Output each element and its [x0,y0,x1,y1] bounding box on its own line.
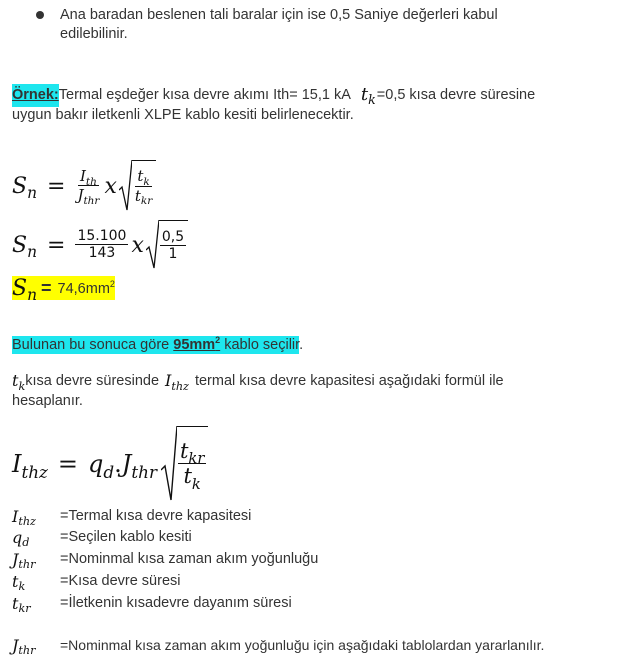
legend-row-ithz [12,505,251,527]
tk-symbol: $t_k$ [12,371,26,393]
times-sign: x [104,173,117,199]
equals-sign: = [41,277,52,298]
capacity-text-post: termal kısa devre kapasitesi aşağıdaki formül ile [194,373,504,389]
capacity-text-mid: kısa devre süresinde [25,373,160,389]
ithz-symbol: $I_{thz}$ [165,371,189,393]
conclusion-highlight: Bulunan bu sonuca göre $95mm^2$ kablo seçilir [12,335,300,353]
example-line-2: uygun bakır iletkenli XLPE kablo kesiti belirlenecektir. [12,107,354,123]
capacity-paragraph [12,371,622,411]
formula-sn-numeric: $S_n$ = $\frac{15.100}{143}$ x $\frac{0,5}{1}$ [12,220,188,270]
example-label: Örnek: [12,84,59,107]
legend-description: =İletkenin kısadevre dayanım süresi [60,595,292,611]
formula-ithz: $I_{thz}$ = $q_d$ . $J_{thr}$ $\frac{t_{kr}}{t_k}$ [12,426,208,502]
legend-row-tkr [12,592,292,614]
jthr-symbol: $J_{thr}$ [121,450,157,482]
bullet-line-1: Ana baradan beslenen tali baralar için ise 0,5 Saniye değerleri kabul [60,7,498,23]
legend-symbol: $I_{thz}$ [12,506,36,529]
formula-sn-symbolic: $S_n$ = $\frac{I_{th}}{J_{thr}}$ x $\frac{t_k}{t_{kr}}$ [12,160,156,212]
legend-symbol: $t_{kr}$ [12,593,31,616]
tk-symbol: $t_k$ [360,84,376,108]
numeric-fraction: $\frac{15.100}{143}$ [77,228,127,262]
capacity-line-2: hesaplanır. [12,393,83,409]
legend-row-tk [12,570,181,592]
legend-description: =Termal kısa devre kapasitesi [60,508,252,524]
bullet-dot [36,11,44,19]
bullet-line-2: edilebilinir. [60,26,128,42]
sqrt-numeric: $\frac{0,5}{1}$ [146,220,188,270]
legend-symbol: $t_k$ [12,571,26,594]
sn-symbol: $S_n$ [12,232,37,261]
ith-over-jthr: $\frac{I_{th}}{J_{thr}}$ [77,166,100,207]
footer-line [12,634,544,656]
legend-row-jthr [12,548,318,570]
example-paragraph [12,84,622,125]
example-line1-post: =0,5 kısa devre süresine [376,86,536,103]
conclusion-line [12,331,303,355]
legend-symbol: $J_{thr}$ [12,549,36,572]
legend-description: =Seçilen kablo kesiti [60,529,192,545]
bullet-text [60,6,600,44]
legend-description: =Kısa devre süresi [60,573,181,589]
legend-row-qd [12,526,192,548]
result-line [12,275,115,304]
example-line1-pre: Termal eşdeğer kısa devre akımı Ith= 15,1 kA [58,86,351,103]
conclusion-dot: . [299,336,304,353]
sn-symbol: $S_n$ [12,275,37,304]
sqrt-tk-tkr: $\frac{t_k}{t_{kr}}$ [119,160,156,212]
qd-symbol: $q_d$ [88,450,115,482]
footer-description: =Nominmal kısa zaman akım yoğunluğu için aşağıdaki tablolardan yararlanılır. [60,637,545,653]
times-sign: x [131,232,144,258]
legend-symbol: $q_d$ [12,527,30,550]
legend-description: =Nominmal kısa zaman akım yoğunluğu [60,551,319,567]
sqrt-tkr-tk: $\frac{t_{kr}}{t_k}$ [161,426,208,502]
ithz-lhs: $I_{thz}$ [12,450,48,482]
sn-symbol: $S_n$ [12,173,37,202]
result-value: $74,6mm^2$ [57,279,115,297]
footer-symbol: $J_{thr}$ [12,635,36,658]
